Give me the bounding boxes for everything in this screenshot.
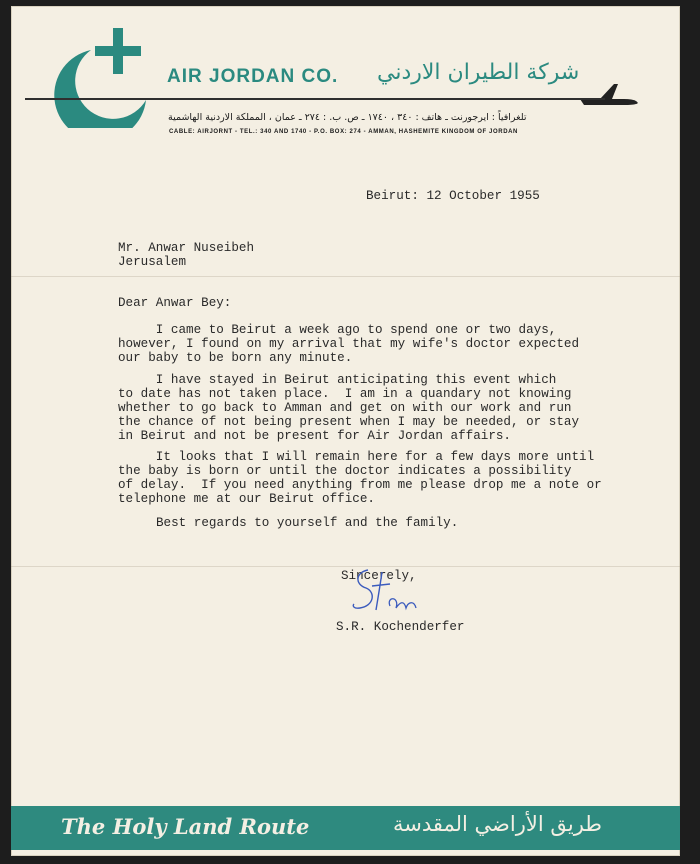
sign-off: Sincerely, bbox=[341, 569, 417, 583]
footer-slogan: The Holy Land Route bbox=[61, 814, 310, 839]
closing-line: Best regards to yourself and the family. bbox=[156, 516, 459, 530]
letter-date: Beirut: 12 October 1955 bbox=[366, 189, 540, 203]
cable-address: CABLE: AIRJORNT - TEL.: 340 AND 1740 - P.O. BOX: 274 - AMMAN, HASHEMITE KINGDOM OF JORDAN bbox=[169, 129, 518, 135]
letterhead-rule bbox=[25, 98, 605, 100]
body-paragraph-3: It looks that I will remain here for a few days more until the baby is born or until the doctor indicates a possibility of delay. If you need anything from me please drop me a note or telephone me at our Beirut office. bbox=[118, 450, 602, 506]
recipient-city: Jerusalem bbox=[118, 255, 187, 269]
body-paragraph-2: I have stayed in Beirut anticipating this event which to date has not taken place. I am in a quandary not knowing whether to go back to Amman and get on with our work and run the chance of not being present when I may be needed, or stay in Beirut and not be present for Air Jordan affairs. bbox=[118, 373, 580, 443]
fold-line bbox=[11, 276, 680, 277]
handwritten-signature bbox=[346, 562, 426, 618]
recipient-name: Mr. Anwar Nuseibeh bbox=[118, 241, 255, 255]
signer-name: S.R. Kochenderfer bbox=[336, 620, 465, 634]
company-name: AIR JORDAN CO. bbox=[167, 66, 339, 87]
crescent-cross-logo-icon bbox=[51, 28, 151, 128]
letter-sheet bbox=[11, 6, 680, 856]
footer-slogan-arabic: طريق الأراضي المقدسة bbox=[393, 812, 603, 836]
airplane-icon bbox=[580, 82, 638, 108]
body-paragraph-1: I came to Beirut a week ago to spend one or two days, however, I found on my arrival that my wife's doctor expected our baby to be born any minute. bbox=[118, 323, 580, 365]
address-arabic: تلغرافياً : ايرجورنت ـ هاتف : ٣٤٠ ، ١٧٤٠ ـ ص. ب. : ٢٧٤ ـ عمان ، المملكة الاردنية الهاشمية bbox=[168, 112, 527, 123]
salutation: Dear Anwar Bey: bbox=[118, 296, 232, 310]
company-name-arabic: شركة الطيران الاردني bbox=[377, 60, 580, 85]
